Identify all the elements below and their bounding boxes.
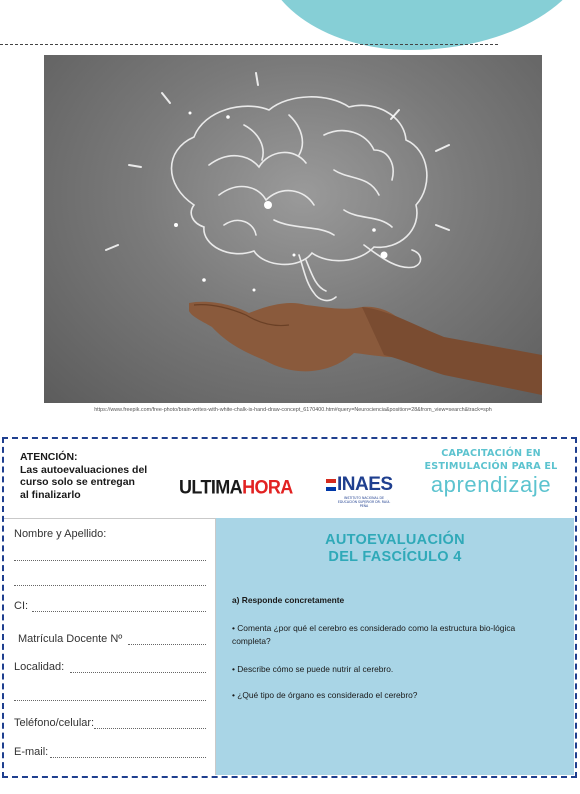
course-line-3: aprendizaje: [430, 472, 552, 497]
card-header: [4, 439, 575, 519]
email-field-line[interactable]: [50, 757, 206, 758]
ci-label: CI:: [14, 600, 29, 612]
inaes-subtitle: INSTITUTO NACIONAL DE EDUCACIÓN SUPERIOR DR. RAÚL PEÑA: [337, 496, 391, 508]
ultima-hora-logo: [179, 476, 293, 499]
brain-hand-photo: [44, 55, 542, 403]
question-item: • ¿Qué tipo de órgano es considerado el cerebro?: [232, 690, 418, 700]
notice-line: Las autoevaluaciones del: [20, 463, 148, 476]
evaluation-title: [216, 532, 574, 566]
notice-title: ATENCIÓN:: [20, 451, 78, 463]
evaluation-title-line-1: AUTOEVALUACIÓN: [325, 532, 465, 548]
photo-credit[interactable]: https://www.freepik.com/free-photo/brain-writes-with-white-chalk-is-hand-draw-concept_6170400.htm#query=Neurociencia&position=28&from_view=search&track=sph: [94, 407, 492, 413]
logo-hora: HORA: [242, 475, 293, 498]
evaluation-panel: [216, 518, 574, 775]
notice-line: al finalizarlo: [20, 488, 81, 501]
telefono-field-line[interactable]: [94, 728, 206, 729]
ci-field-line[interactable]: [32, 611, 206, 612]
decorative-wave: [262, 0, 580, 50]
notice-line: curso solo se entregan: [20, 476, 135, 488]
course-title: [412, 447, 570, 497]
brain-illustration: [44, 55, 542, 403]
cut-line: [0, 44, 498, 45]
name-field-line-2[interactable]: [14, 585, 206, 586]
name-label: Nombre y Apellido:: [14, 528, 107, 540]
question-item: • Comenta ¿por qué el cerebro es considerado como la estructura bio-lógica completa?: [232, 623, 516, 646]
question-item: • Describe cómo se puede nutrir al cerebro.: [232, 664, 394, 674]
evaluation-title-line-2: DEL FASCÍCULO 4: [328, 549, 462, 565]
name-field-line-1[interactable]: [14, 560, 206, 561]
paraguay-flag-icon: [326, 479, 336, 491]
telefono-label: Teléfono/celular:: [14, 717, 95, 729]
notice: [20, 451, 160, 501]
course-line-2: ESTIMULACIÓN PARA EL: [424, 461, 558, 472]
section-heading: a) Responde concretamente: [232, 595, 345, 605]
matricula-label: Matrícula Docente Nº: [18, 633, 123, 645]
logo-ultima: ULTIMA: [179, 475, 243, 498]
email-label: E-mail:: [14, 746, 49, 758]
matricula-field-line[interactable]: [128, 644, 206, 645]
localidad-label: Localidad:: [14, 661, 65, 673]
evaluation-card: [2, 437, 577, 778]
course-line-1: CAPACITACIÓN EN: [441, 448, 541, 459]
inaes-wordmark: INAES: [337, 474, 393, 495]
inaes-logo: [326, 473, 393, 508]
localidad-field-line-2[interactable]: [14, 700, 206, 701]
localidad-field-line-1[interactable]: [70, 672, 206, 673]
student-form: [4, 518, 216, 775]
